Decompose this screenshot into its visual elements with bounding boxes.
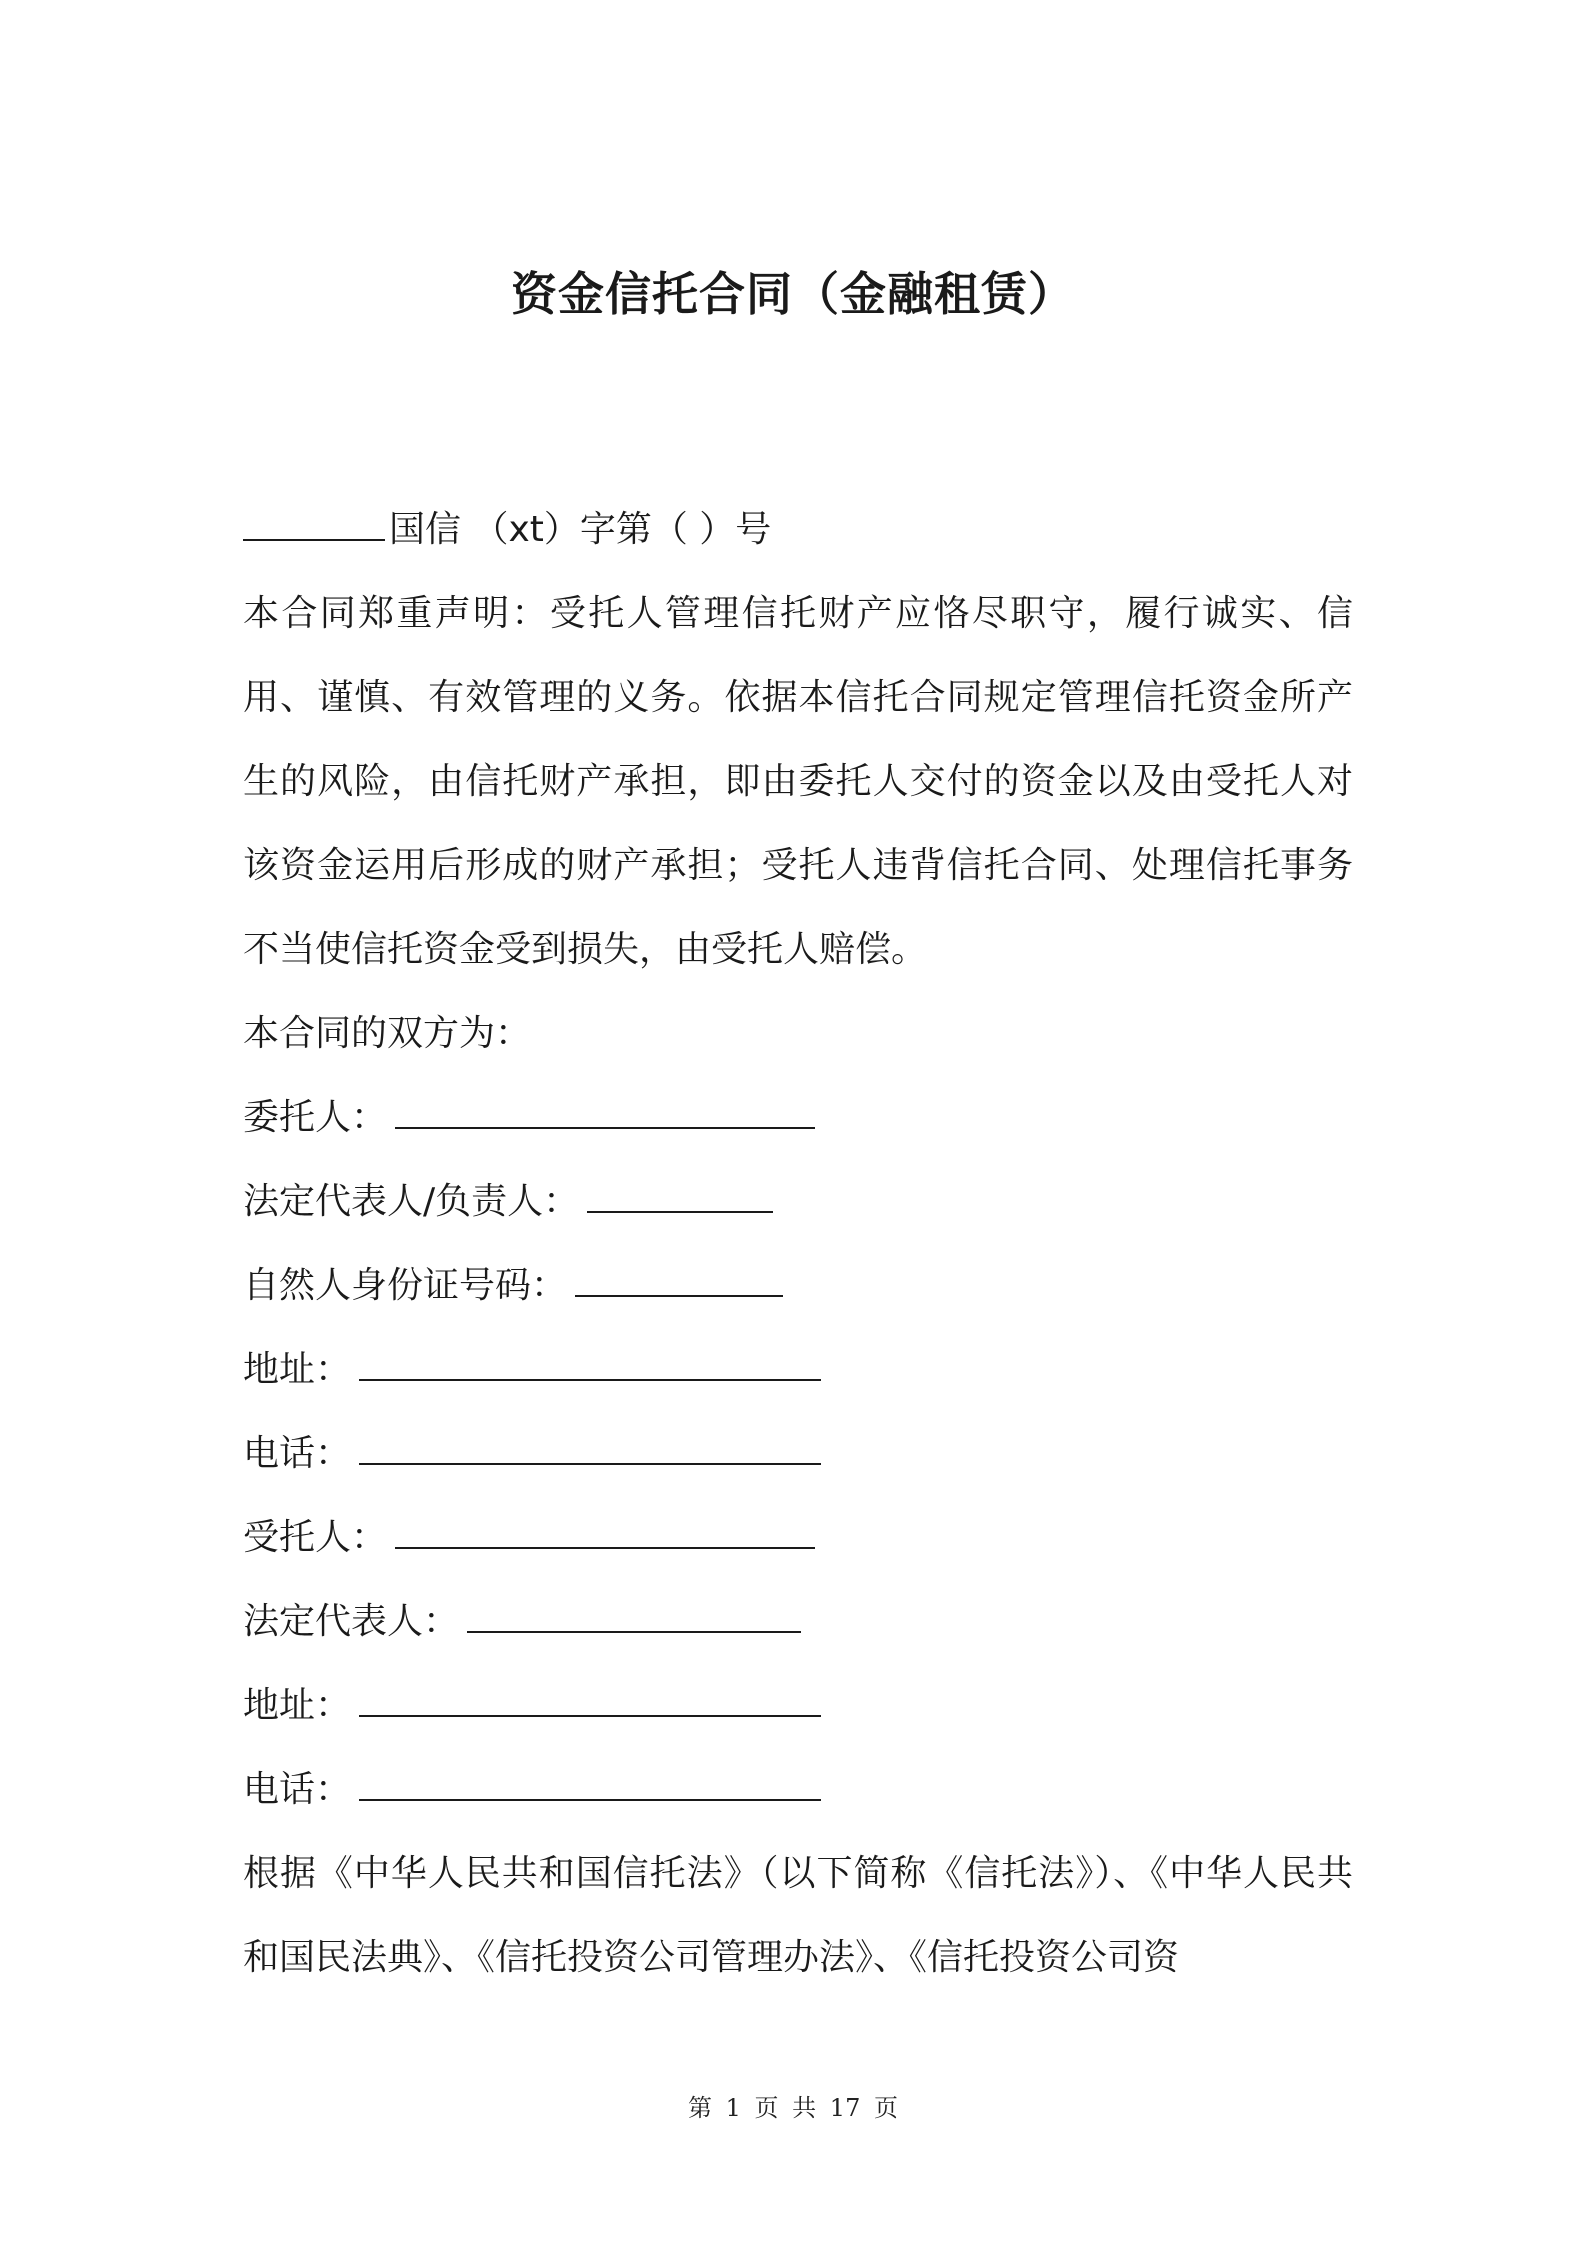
document-body (243, 488, 1353, 2000)
trustee-address-field (243, 1664, 1353, 1748)
trustee-legal-rep-label: 法定代表人： (243, 1601, 460, 1642)
trustee-phone-field (243, 1748, 1353, 1832)
settlor-phone-blank (359, 1429, 821, 1465)
trustee-phone-blank (359, 1765, 821, 1801)
contract-prefix-blank (243, 505, 385, 541)
legal-rep-field (243, 1160, 1353, 1244)
legal-rep-blank (587, 1177, 773, 1213)
contract-number-text: 国信 （xt）字第（ ）号 (389, 509, 772, 550)
settlor-phone-field (243, 1412, 1353, 1496)
declaration-paragraph: 本合同郑重声明：受托人管理信托财产应恪尽职守，履行诚实、信用、谨慎、有效管理的义务。依据本信托合同规定管理信托资金所产生的风险，由信托财产承担，即由委托人交付的资金以及由受托人对该资金运用后形成的财产承担；受托人违背信托合同、处理信托事务不当使信托资金受到损失，由受托人赔偿。 (243, 593, 1353, 970)
contract-number-line (243, 488, 1353, 572)
id-number-blank (575, 1261, 783, 1297)
trustee-address-label: 地址： (243, 1685, 352, 1726)
trustee-phone-label: 电话： (243, 1769, 352, 1810)
trustee-blank (395, 1513, 815, 1549)
page-footer: 第 1 页 共 17 页 (688, 2094, 898, 2122)
legal-basis-paragraph: 根据《中华人民共和国信托法》（以下简称《信托法》）、《中华人民共和国民法典》、《信托投资公司管理办法》、《信托投资公司资 (243, 1853, 1353, 1978)
trustee-legal-rep-blank (467, 1597, 801, 1633)
settlor-address-field (243, 1328, 1353, 1412)
trustee-address-blank (359, 1681, 821, 1717)
id-number-field (243, 1244, 1353, 1328)
legal-rep-label: 法定代表人/负责人： (243, 1181, 580, 1222)
settlor-field (243, 1076, 1353, 1160)
settlor-blank (395, 1093, 815, 1129)
trustee-field (243, 1496, 1353, 1580)
trustee-legal-rep-field (243, 1580, 1353, 1664)
id-number-label: 自然人身份证号码： (243, 1265, 568, 1306)
settlor-address-blank (359, 1345, 821, 1381)
settlor-phone-label: 电话： (243, 1433, 352, 1474)
settlor-address-label: 地址： (243, 1349, 352, 1390)
settlor-label: 委托人： (243, 1097, 388, 1138)
parties-intro: 本合同的双方为： (243, 1013, 532, 1054)
trustee-label: 受托人： (243, 1517, 388, 1558)
document-title: 资金信托合同（金融租赁） (511, 267, 1075, 321)
